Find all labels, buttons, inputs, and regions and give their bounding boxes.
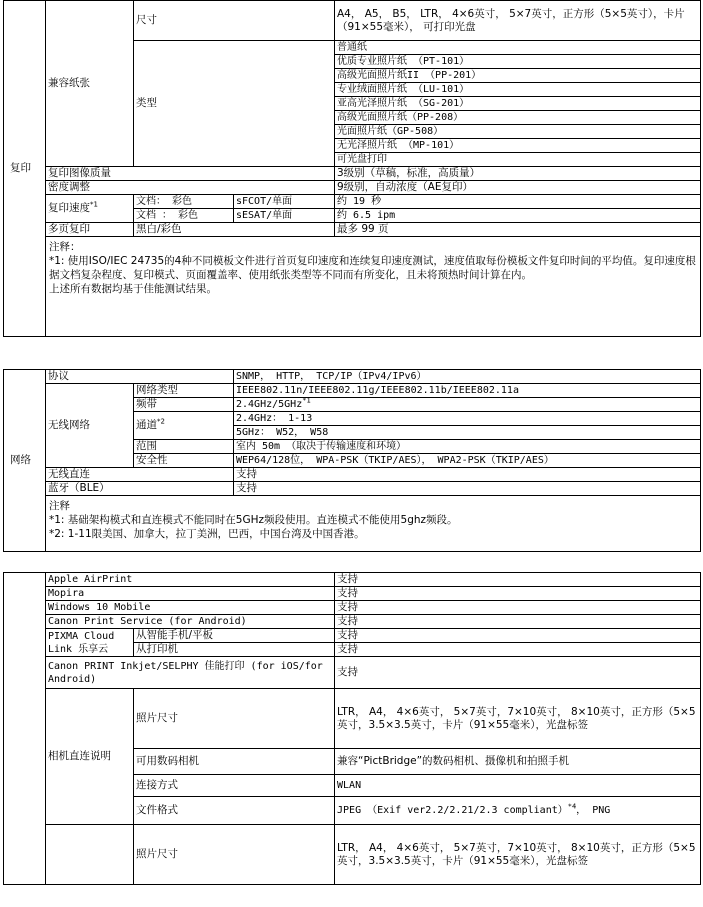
note-line: *1: 使用ISO/IEC 24735的4种不同模板文件进行首页复印速度和连续复印速度测试，速度值取每份模板文件复印时间的平均值。复印速度根据文档复杂程度、复印模式、页面覆盖率、使用纸张类型等不同而有所变化，且未将预热时间计算在内。 xyxy=(49,255,696,281)
pixma-from-phone-value: 支持 xyxy=(335,629,701,643)
pixma-from-printer-value: 支持 xyxy=(335,643,701,657)
paper-type-item: 专业绒面照片纸 （LU-101） xyxy=(335,83,701,97)
channel-label-text: 通道 xyxy=(136,419,157,431)
win10-label: Windows 10 Mobile xyxy=(46,601,335,615)
direct-label: 无线直连 xyxy=(46,468,234,482)
file-format-label: 文件格式 xyxy=(134,797,335,825)
channel-5-value: 5GHz： W52， W58 xyxy=(234,426,701,440)
speed-value-fcot: 约 19 秒 xyxy=(335,195,701,209)
size-value: A4， A5， B5， LTR， 4×6英寸， 5×7英寸，正方形（5×5英寸），卡片（91×55毫米）， 可打印光盘 xyxy=(335,1,701,41)
copy-notes xyxy=(46,237,701,337)
speed-doc-color: 文档： 彩色 xyxy=(134,195,234,209)
camera-direct-label: 相机直连说明 xyxy=(46,689,134,825)
note-line: *1: 基础架构模式和直连模式不能同时在5GHz频段使用。直连模式不能使用5ghz频段。 xyxy=(49,514,458,526)
paper-type-item: 光面照片纸（GP-508） xyxy=(335,125,701,139)
file-format-text-2: ， PNG xyxy=(576,805,611,816)
canon-print-inkjet-value: 支持 xyxy=(335,657,701,689)
note-line: 注释 xyxy=(49,500,70,512)
canon-print-inkjet-label: Canon PRINT Inkjet/SELPHY 佳能打印 (for iOS/for Android) xyxy=(46,657,335,689)
paper-type-item: 可光盘打印 xyxy=(335,153,701,167)
security-label: 安全性 xyxy=(134,454,234,468)
net-type-value: IEEE802.11n/IEEE802.11g/IEEE802.11b/IEEE802.11a xyxy=(234,384,701,398)
speed-mode-esat: sESAT/单面 xyxy=(234,209,335,223)
cps-value: 支持 xyxy=(335,615,701,629)
paper-type-item: 无光泽照片纸 （MP-101） xyxy=(335,139,701,153)
channel-24-value: 2.4GHz： 1-13 xyxy=(234,412,701,426)
mopira-value: 支持 xyxy=(335,587,701,601)
photo-size-label-2: 照片尺寸 xyxy=(134,825,335,885)
paper-type-item: 优质专业照片纸 （PT-101） xyxy=(335,55,701,69)
note-line: 注释： xyxy=(49,241,81,253)
multi-copy-mode: 黑白/彩色 xyxy=(134,223,335,237)
photo-size-value-2: LTR， A4， 4×6英寸， 5×7英寸，7×10英寸， 8×10英寸，正方形（5×5英寸，3.5×3.5英寸，卡片（91×55毫米），光盘标签 xyxy=(335,825,701,885)
quality-label: 复印图像质量 xyxy=(46,167,335,181)
band-label: 频带 xyxy=(134,398,234,412)
connection-label: 连接方式 xyxy=(134,775,335,797)
win10-value: 支持 xyxy=(335,601,701,615)
multi-copy-value: 最多 99 页 xyxy=(335,223,701,237)
wireless-label: 无线网络 xyxy=(46,384,134,468)
speed-value-esat: 约 6.5 ipm xyxy=(335,209,701,223)
channel-label xyxy=(134,412,234,440)
band-value-text: 2.4GHz/5GHz xyxy=(236,399,303,410)
cps-label: Canon Print Service (for Android) xyxy=(46,615,335,629)
paper-type-item: 普通纸 xyxy=(335,41,701,55)
multi-copy-label: 多页复印 xyxy=(46,223,134,237)
range-value: 室内 50m （取决于传输速度和环境） xyxy=(234,440,701,454)
copy-spec-table xyxy=(3,0,701,337)
network-spec-table xyxy=(3,369,701,552)
photo-size-value: LTR， A4， 4×6英寸， 5×7英寸，7×10英寸， 8×10英寸，正方形（5×5英寸，3.5×3.5英寸，卡片（91×55毫米），光盘标签 xyxy=(335,689,701,749)
network-notes xyxy=(46,496,701,552)
camera-compat-label: 可用数码相机 xyxy=(134,749,335,775)
security-value: WEP64/128位， WPA-PSK（TKIP/AES）， WPA2-PSK（TKIP/AES） xyxy=(234,454,701,468)
airprint-value: 支持 xyxy=(335,573,701,587)
airprint-label: Apple AirPrint xyxy=(46,573,335,587)
speed-label-text: 复印速度 xyxy=(48,202,90,214)
band-footnote-mark: *1 xyxy=(302,397,311,405)
protocol-value: SNMP， HTTP， TCP/IP（IPv4/IPv6） xyxy=(234,370,701,384)
channel-footnote-mark: *2 xyxy=(157,417,165,426)
speed-doc-color: 文档 ： 彩色 xyxy=(134,209,234,223)
paper-type-item: 高级光面照片纸II （PP-201） xyxy=(335,69,701,83)
pixma-from-printer-label: 从打印机 xyxy=(134,643,335,657)
speed-footnote-mark: *1 xyxy=(90,200,98,209)
mobile-section-label xyxy=(4,573,46,885)
camera-compat-value: 兼容“PictBridge”的数码相机、摄像机和拍照手机 xyxy=(335,749,701,775)
file-format-value xyxy=(335,797,701,825)
ble-label: 蓝牙（BLE） xyxy=(46,482,234,496)
paper-type-item: 亚高光泽照片纸 （SG-201） xyxy=(335,97,701,111)
band-value xyxy=(234,398,701,412)
net-type-label: 网络类型 xyxy=(134,384,234,398)
lower-group-label xyxy=(46,825,134,885)
protocol-label: 协议 xyxy=(46,370,234,384)
file-format-footnote-mark: *4 xyxy=(567,802,577,811)
mopira-label: Mopira xyxy=(46,587,335,601)
speed-mode-fcot: sFCOT/单面 xyxy=(234,195,335,209)
speed-label xyxy=(46,195,134,223)
note-line: *2: 1-11限美国、加拿大，拉丁美洲，巴西，中国台湾及中国香港。 xyxy=(49,528,365,540)
type-label: 类型 xyxy=(134,41,335,167)
copy-section-label: 复印 xyxy=(4,1,46,337)
compat-paper-label: 兼容纸张 xyxy=(46,1,134,167)
direct-value: 支持 xyxy=(234,468,701,482)
network-section-label: 网络 xyxy=(4,370,46,552)
range-label: 范围 xyxy=(134,440,234,454)
density-value: 9级别，自动浓度（AE复印） xyxy=(335,181,701,195)
paper-type-item: 高级光面照片纸（PP-208） xyxy=(335,111,701,125)
ble-value: 支持 xyxy=(234,482,701,496)
pixma-from-phone-label: 从智能手机/平板 xyxy=(134,629,335,643)
photo-size-label: 照片尺寸 xyxy=(134,689,335,749)
quality-value: 3级别（草稿，标准，高质量） xyxy=(335,167,701,181)
connection-value: WLAN xyxy=(335,775,701,797)
density-label: 密度调整 xyxy=(46,181,335,195)
mobile-spec-table xyxy=(3,572,701,885)
file-format-text: JPEG （Exif ver2.2/2.21/2.3 compliant） xyxy=(337,805,568,816)
size-label: 尺寸 xyxy=(134,1,335,41)
note-line: 上述所有数据均基于佳能测试结果。 xyxy=(49,283,217,295)
pixma-cloud-label: PIXMA Cloud Link 乐享云 xyxy=(46,629,134,657)
